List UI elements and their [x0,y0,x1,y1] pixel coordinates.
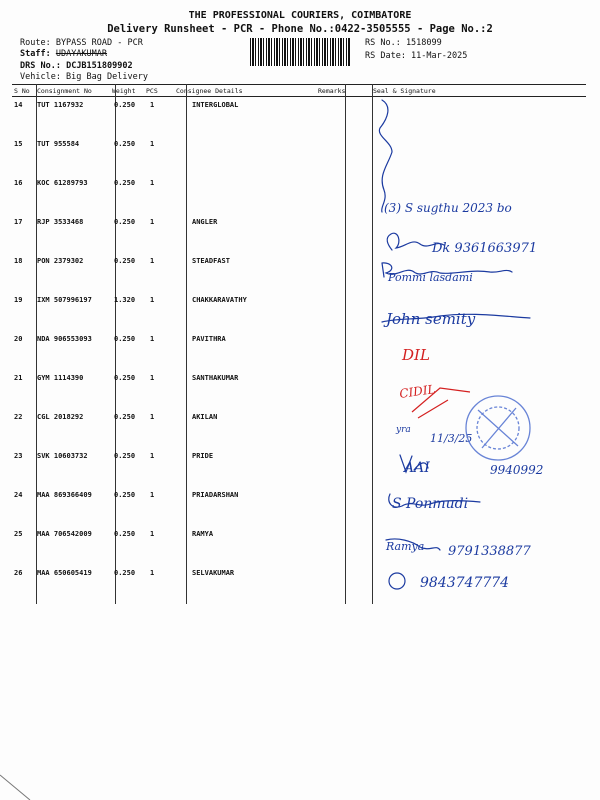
col-header-consignment: Consignment No [37,87,92,95]
handwritten-note-red: DIL [402,346,430,364]
pieces-count: 1 [150,374,155,382]
serial-number: 18 [14,257,23,265]
consignment-number: RJP 3533468 [37,218,84,226]
rs-date: RS Date: 11-Mar-2025 [365,51,468,61]
serial-number: 19 [14,296,23,304]
serial-number: 15 [14,140,23,148]
drs-label: DRS No.: [20,61,61,71]
handwritten-name: S Ponmudi [392,496,469,512]
route-text: Route: BYPASS ROAD - PCR [20,38,143,48]
handwritten-note: yra [396,425,411,435]
weight-value: 0.250 [114,179,136,187]
handwritten-name: Ramya [386,540,425,553]
weight-value: 0.250 [114,569,136,577]
consignee-name: RAMYA [192,530,214,538]
drs-number: DCJB151809902 [66,61,133,71]
rs-number: RS No.: 1518099 [365,38,442,48]
consignee-name: AKILAN [192,413,218,421]
consignment-number: NDA 906553093 [37,335,92,343]
handwritten-phone: Dk 9361663971 [432,241,538,256]
consignee-name: PRIADARSHAN [192,491,239,499]
serial-number: 17 [14,218,23,226]
serial-number: 25 [14,530,23,538]
weight-value: 0.250 [114,374,136,382]
consignee-name: CHAKKARAVATHY [192,296,247,304]
serial-number: 16 [14,179,23,187]
handwritten-phone: 9843747774 [420,575,510,591]
handwritten-note-red: CIDIL [398,382,437,401]
weight-value: 0.250 [114,101,136,109]
consignee-name: STEADFAST [192,257,230,265]
weight-value: 0.250 [114,491,136,499]
consignment-number: IXM 507996197 [37,296,92,304]
serial-number: 20 [14,335,23,343]
col-header-seal: Seal & Signature [373,87,436,95]
staff-label: Staff: [20,49,51,59]
consignment-number: GYM 1114390 [37,374,84,382]
serial-number: 14 [14,101,23,109]
consignment-number: MAA 706542009 [37,530,92,538]
consignment-number: PON 2379302 [37,257,84,265]
pieces-count: 1 [150,179,155,187]
weight-value: 0.250 [114,257,136,265]
serial-number: 23 [14,452,23,460]
pieces-count: 1 [150,218,155,226]
serial-number: 26 [14,569,23,577]
runsheet-subtitle: Delivery Runsheet - PCR - Phone No.:0422-3505555 - Page No.:2 [107,23,493,35]
vehicle-text: Vehicle: Big Bag Delivery [20,72,148,82]
handwritten-phone: 9791338877 [448,544,531,559]
consignee-name: PAVITHRA [192,335,226,343]
consignment-number: KOC 61289793 [37,179,88,187]
handwritten-note: (3) S sugthu 2023 bo [384,201,512,215]
consignee-name: SELVAKUMAR [192,569,235,577]
serial-number: 24 [14,491,23,499]
handwritten-name: Pommi lasdami [388,271,473,284]
pieces-count: 1 [150,257,155,265]
col-header-pcs: PCS [146,87,158,95]
pieces-count: 1 [150,335,155,343]
weight-value: 0.250 [114,140,136,148]
staff-name: UDAYAKUMAR [55,49,108,59]
company-title: THE PROFESSIONAL COURIERS, COIMBATORE [188,10,412,21]
consignment-number: TUT 1167932 [37,101,84,109]
weight-value: 1.320 [114,296,136,304]
weight-value: 0.250 [114,530,136,538]
serial-number: 21 [14,374,23,382]
pieces-count: 1 [150,101,155,109]
weight-value: 0.250 [114,413,136,421]
consignment-number: TUT 955584 [37,140,80,148]
consignment-number: CGL 2018292 [37,413,84,421]
consignee-name: SANTHAKUMAR [192,374,239,382]
consignee-name: INTERGLOBAL [192,101,239,109]
pieces-count: 1 [150,569,155,577]
pieces-count: 1 [150,413,155,421]
col-header-sno: S No [14,87,30,95]
consignment-number: SVK 10603732 [37,452,88,460]
pieces-count: 1 [150,296,155,304]
handwritten-initials: AAI [404,460,430,476]
consignment-number: MAA 869366409 [37,491,92,499]
handwritten-name: John semity [386,310,476,328]
weight-value: 0.250 [114,335,136,343]
pieces-count: 1 [150,452,155,460]
handwritten-phone: 9940992 [490,463,544,477]
pieces-count: 1 [150,530,155,538]
pieces-count: 1 [150,491,155,499]
weight-value: 0.250 [114,218,136,226]
pieces-count: 1 [150,140,155,148]
serial-number: 22 [14,413,23,421]
consignee-name: PRIDE [192,452,214,460]
col-header-consignee: Consignee Details [176,87,243,95]
col-header-weight: Weight [112,87,136,95]
col-header-remarks: Remarks [318,87,346,95]
consignee-name: ANGLER [192,218,218,226]
weight-value: 0.250 [114,452,136,460]
consignment-number: MAA 650605419 [37,569,92,577]
handwritten-date: 11/3/25 [430,432,473,445]
